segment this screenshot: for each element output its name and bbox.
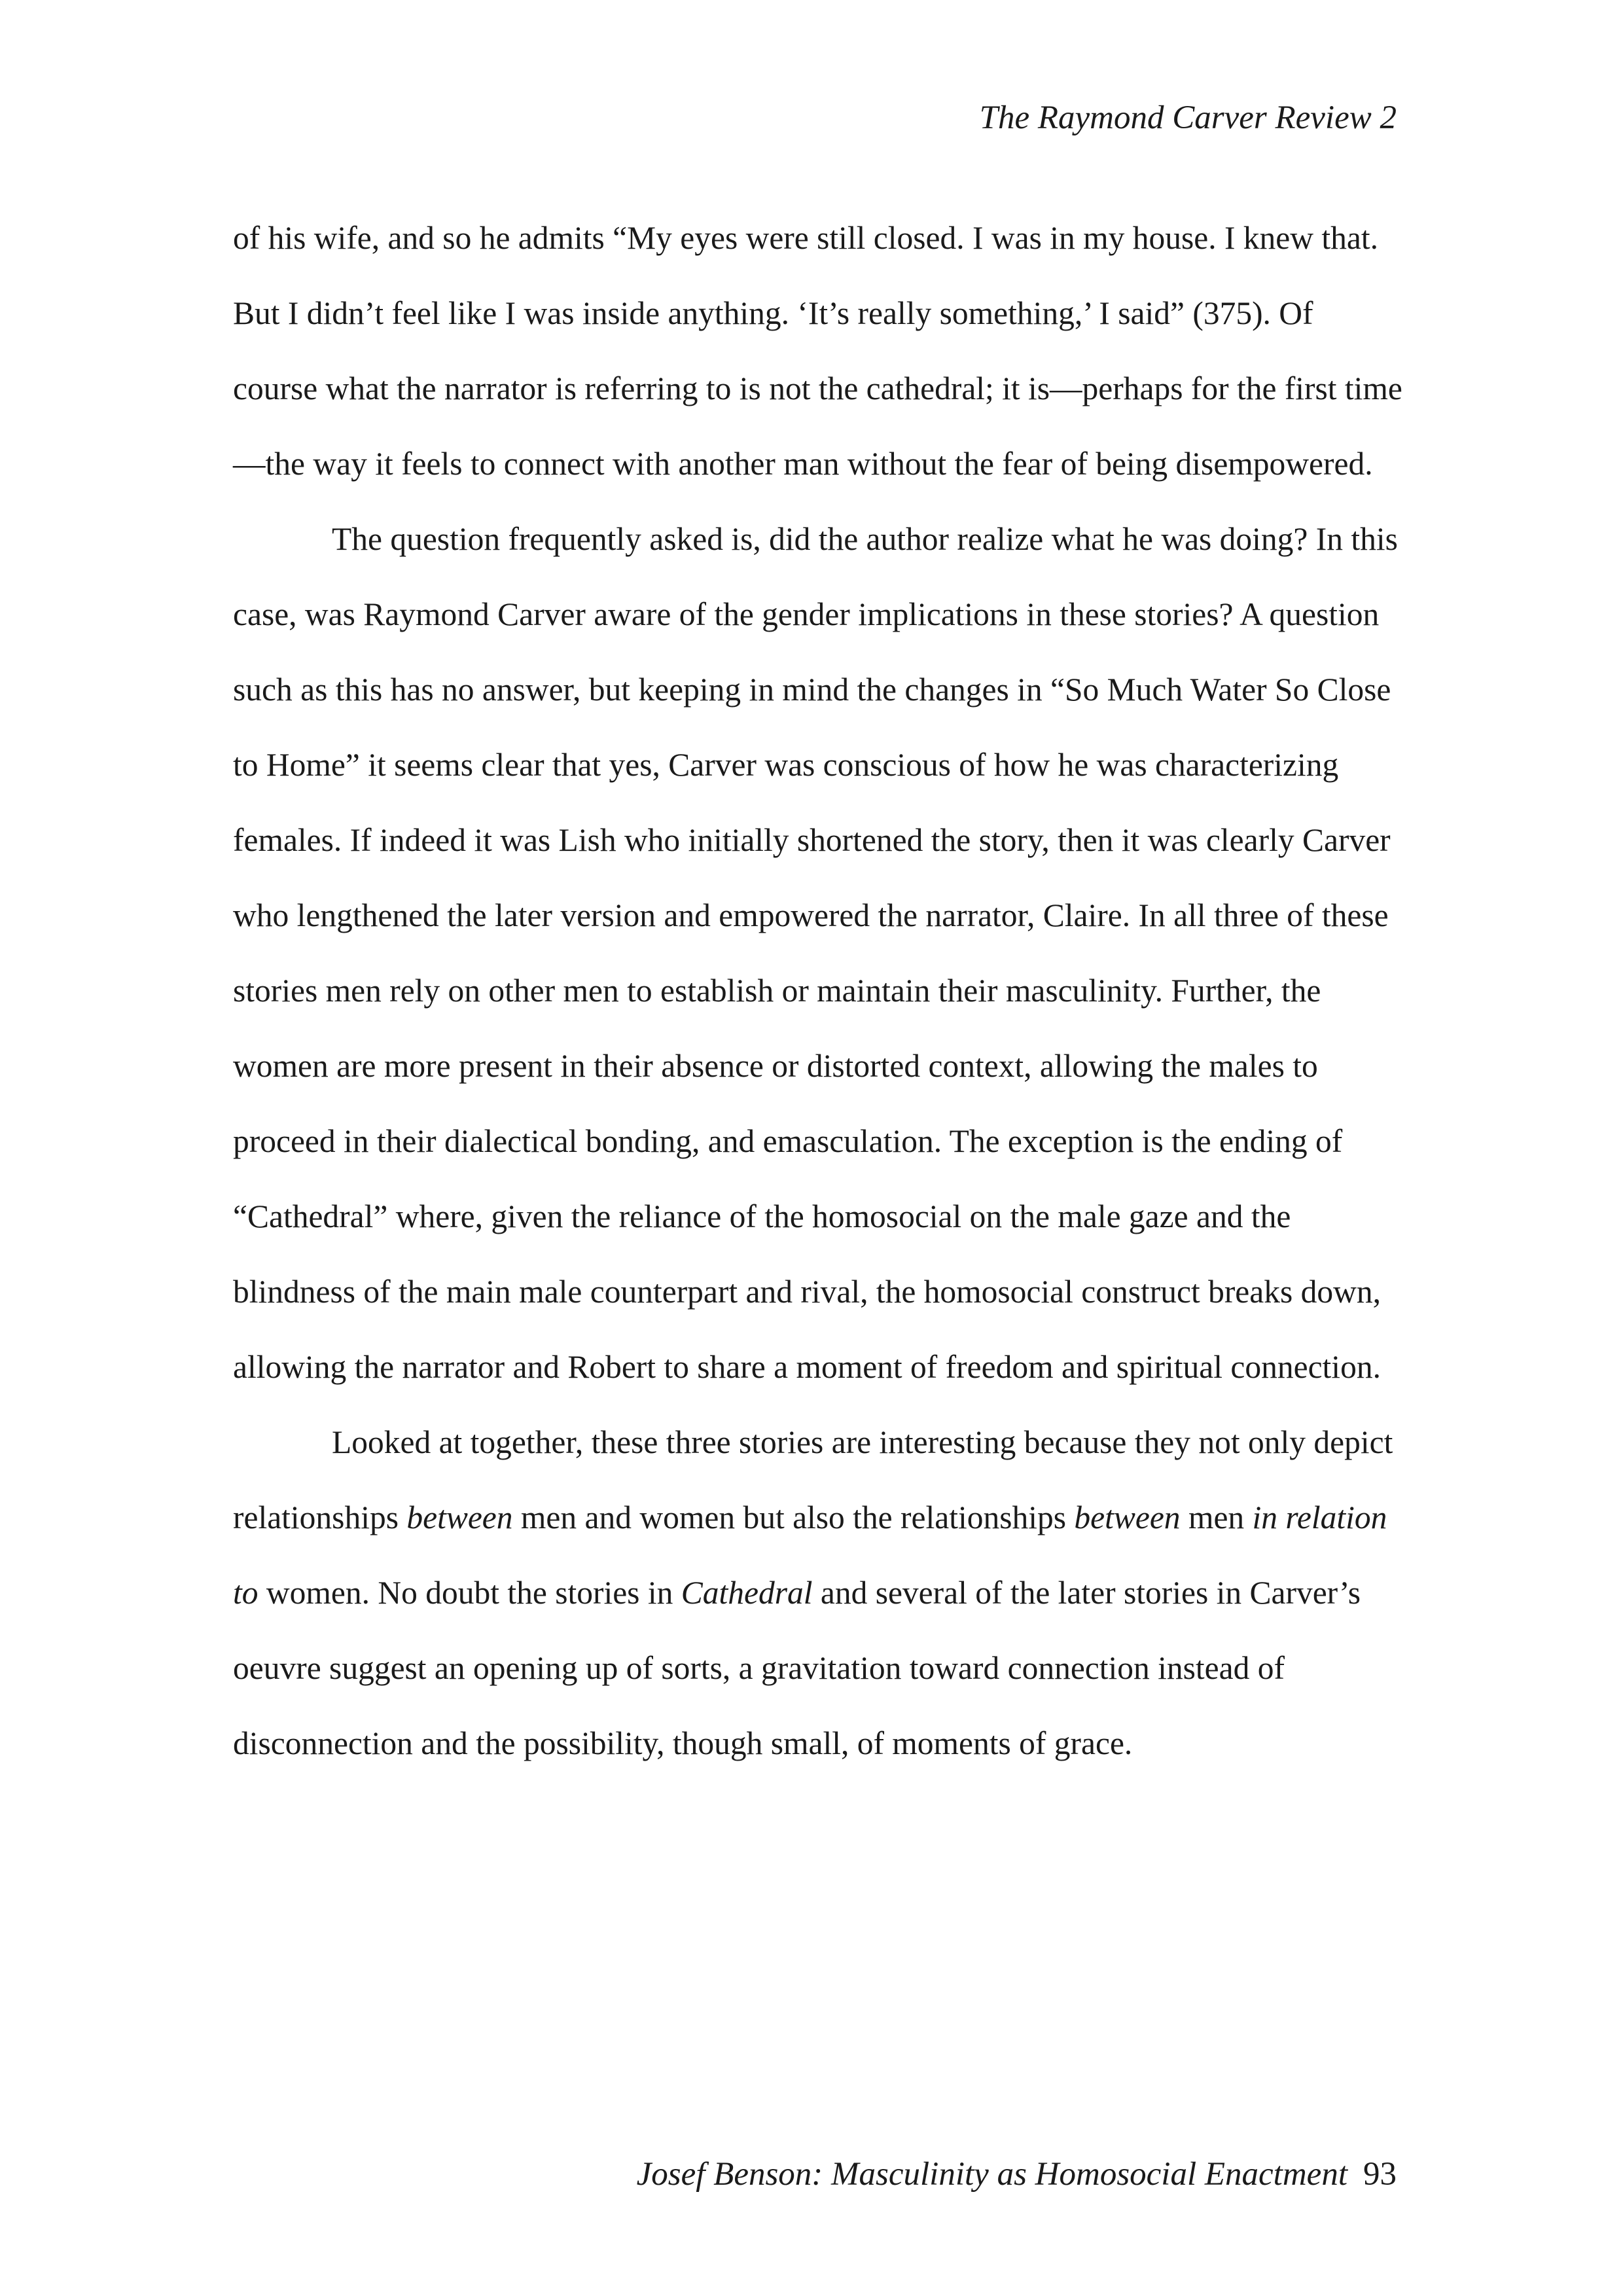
journal-title: The Raymond Carver Review 2 — [979, 99, 1397, 136]
running-header — [980, 97, 1397, 139]
paragraph-3-text: women. No doubt the stories in — [258, 1575, 681, 1611]
paragraph-3-text: men — [1180, 1499, 1253, 1535]
article-body — [233, 200, 1404, 1781]
paragraph-3-text: men and women but also the relationships — [512, 1499, 1075, 1535]
article-title: Josef Benson: Masculinity as Homosocial Enactment — [636, 2156, 1347, 2193]
emphasis-between: between — [1074, 1499, 1181, 1535]
paragraph-3-text: and several of the later stories in Carver’s oeuvre suggest an opening up of sorts, a gravitation toward connection instead of disconnection and the possibility, though small, of moments of grace. — [233, 1575, 1361, 1761]
emphasis-between: between — [406, 1499, 513, 1535]
page-number: 93 — [1363, 2156, 1397, 2193]
page-footer — [637, 2153, 1397, 2195]
book-title-cathedral: Cathedral — [681, 1575, 813, 1611]
paragraph-3 — [233, 1405, 1404, 1781]
emphasis-in-relation-to: in relation to — [233, 1499, 1387, 1611]
paragraph-3-text: Looked at together, these three stories are interesting because they not only depict relationships — [233, 1424, 1393, 1535]
paragraph-1: of his wife, and so he admits “My eyes were still closed. I was in my house. I knew that. But I didn’t feel like I was inside anything. ‘It’s really something,’ I said” (375). Of course what the narrator is referring to is not the cathedral; it is—perhaps for the first time—the way it feels to connect with another man without the fear of being disempowered. — [233, 220, 1402, 482]
paragraph-2: The question frequently asked is, did the author realize what he was doing? In this case, was Raymond Carver aware of the gender implications in these stories? A question such as this has no answer, but keeping in mind the changes in “So Much Water So Close to Home” it seems clear that yes, Carver was conscious of how he was characterizing females. If indeed it was Lish who initially shortened the story, then it was clearly Carver who lengthened the later version and empowered the narrator, Claire. In all three of these stories men rely on other men to establish or maintain their masculinity. Further, the women are more present in their absence or distorted context, allowing the males to proceed in their dialectical bonding, and emasculation. The exception is the ending of “Cathedral” where, given the reliance of the homosocial on the male gaze and the blindness of the main male counterpart and rival, the homosocial construct breaks down, allowing the narrator and Robert to share a moment of freedom and spiritual connection. — [233, 521, 1398, 1385]
